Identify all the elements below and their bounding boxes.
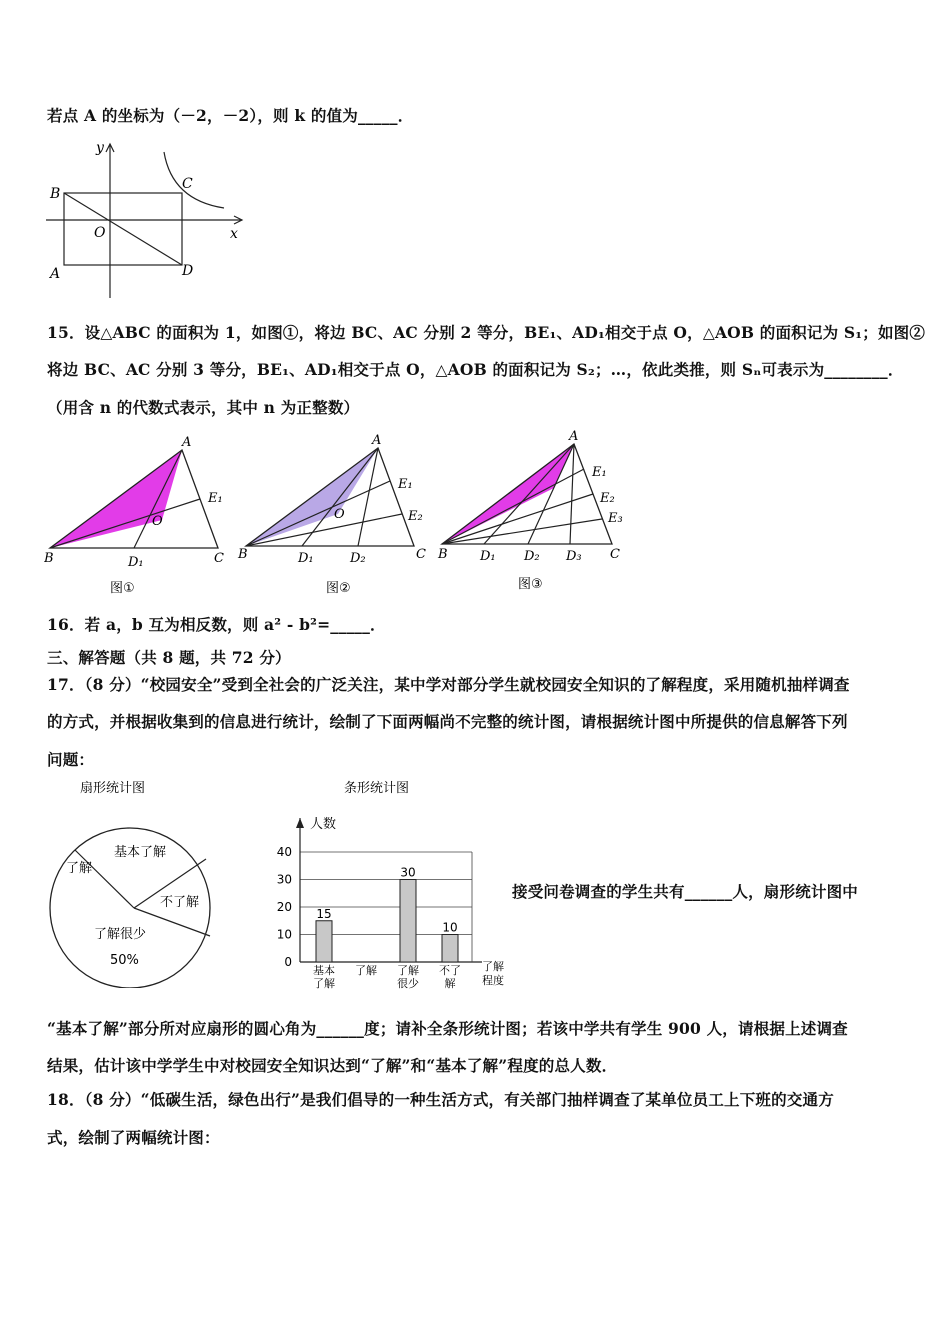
svg-text:E₁: E₁ xyxy=(398,477,413,492)
y-tick-label: 20 xyxy=(276,900,292,914)
bar-chart-xlabel-2: 程度 xyxy=(482,974,504,987)
bar-chart xyxy=(266,776,516,990)
bar-value-label: 10 xyxy=(442,920,458,935)
svg-text:A: A xyxy=(569,430,579,444)
triangle-figure-3 xyxy=(437,430,623,592)
q17-side-text: 接受问卷调查的学生共有______人，扇形统计图中 xyxy=(512,882,859,901)
svg-text:D₁: D₁ xyxy=(298,551,314,566)
q14-text: 若点 A 的坐标为（－2，－2），则 k 的值为_____． xyxy=(47,106,414,125)
y-axis-label: y xyxy=(96,140,104,156)
q15-line2: 将边 BC、AC 分别 3 等分，BE₁、AD₁相交于点 O，△AOB 的面积记为 S₂；…，依此类推，则 Sₙ可表示为________． xyxy=(47,360,904,379)
y-tick-label: 30 xyxy=(276,872,292,887)
pie-title: 扇形统计图 xyxy=(80,781,146,796)
svg-text:D₃: D₃ xyxy=(566,549,582,564)
origin-label: O xyxy=(94,225,106,241)
pie-pct-label: 50% xyxy=(110,953,139,968)
bar xyxy=(442,935,458,963)
svg-text:C: C xyxy=(610,547,620,562)
bar-value-label: 30 xyxy=(400,865,416,880)
pie-chart xyxy=(44,776,236,988)
svg-text:D₁: D₁ xyxy=(128,555,144,570)
svg-text:D₁: D₁ xyxy=(480,549,496,564)
q17-line3: 问题： xyxy=(47,750,95,769)
point-b-label: B xyxy=(50,186,61,202)
x-tick-label: 很少 xyxy=(397,977,419,990)
svg-text:D₂: D₂ xyxy=(524,549,540,564)
q17-line5: 结果，估计该中学学生中对校园安全知识达到“了解”和“基本了解”程度的总人数． xyxy=(47,1056,618,1075)
y-tick-label: 40 xyxy=(276,845,292,859)
svg-text:E₂: E₂ xyxy=(600,491,615,506)
svg-text:E₃: E₃ xyxy=(608,511,623,526)
svg-text:E₂: E₂ xyxy=(408,509,423,524)
q17-line1: 17．（8 分）“校园安全”受到全社会的广泛关注，某中学对部分学生就校园安全知识的了解程度，采用随机抽样调查 xyxy=(47,675,850,694)
bar-chart-ylabel: 人数 xyxy=(310,817,337,832)
caption-fig-3: 图③ xyxy=(518,577,543,592)
svg-text:A: A xyxy=(182,435,192,450)
bar-value-label: 15 xyxy=(316,906,332,921)
q15-figures xyxy=(44,430,628,598)
svg-text:O: O xyxy=(334,507,345,522)
caption-fig-1: 图① xyxy=(110,581,135,596)
q17-line2: 的方式，并根据收集到的信息进行统计，绘制了下面两幅尚不完整的统计图，请根据统计图中所提供的信息解答下列 xyxy=(47,712,848,731)
point-a-label: A xyxy=(50,266,61,282)
svg-text:D₂: D₂ xyxy=(350,551,366,566)
svg-text:B: B xyxy=(438,547,448,562)
q15-line3: （用含 n 的代数式表示，其中 n 为正整数） xyxy=(47,398,360,417)
x-tick-label: 解 xyxy=(444,977,456,990)
x-axis-label: x xyxy=(230,226,238,242)
q15-line1: 15．设△ABC 的面积为 1，如图①，将边 BC、AC 分别 2 等分，BE₁、AD₁相交于点 O，△AOB 的面积记为 S₁；如图② xyxy=(47,323,926,342)
svg-text:O: O xyxy=(152,514,163,529)
point-d-label: D xyxy=(182,263,194,279)
q18-line2: 式，绘制了两幅统计图： xyxy=(47,1128,220,1147)
q17-line4: “基本了解”部分所对应扇形的圆心角为______度；请补全条形统计图；若该中学共有学生 900 人，请根据上述调查 xyxy=(47,1019,848,1038)
q16-text: 16．若 a，b 互为相反数，则 a² - b²=_____． xyxy=(47,615,386,634)
y-tick-label: 0 xyxy=(284,955,292,969)
x-tick-label: 了解 xyxy=(313,977,335,990)
svg-text:B: B xyxy=(44,551,54,566)
section3-title: 三、解答题（共 8 题，共 72 分） xyxy=(47,648,291,667)
x-tick-label: 基本 xyxy=(313,964,335,977)
bar-chart-xlabel-1: 了解 xyxy=(482,960,504,973)
pie-label-know: 了解 xyxy=(66,861,93,876)
svg-text:C: C xyxy=(214,551,224,566)
y-axis-arrow xyxy=(296,818,304,828)
svg-text:A: A xyxy=(372,433,382,448)
svg-text:E₁: E₁ xyxy=(208,491,223,506)
svg-text:E₁: E₁ xyxy=(592,465,607,480)
pie-label-unknown: 不了解 xyxy=(160,895,200,910)
pie-label-little: 了解很少 xyxy=(94,927,147,942)
y-tick-label: 10 xyxy=(276,927,292,942)
svg-text:B: B xyxy=(238,547,248,562)
q18-line1: 18．（8 分）“低碳生活，绿色出行”是我们倡导的一种生活方式，有关部门抽样调查了某单位员工上下班的交通方 xyxy=(47,1090,834,1109)
x-tick-label: 不了 xyxy=(439,964,461,977)
pie-label-basic: 基本了解 xyxy=(114,845,167,860)
triangle-figure-1 xyxy=(44,435,224,596)
point-c-label: C xyxy=(182,176,193,192)
bar xyxy=(316,921,332,962)
x-tick-label: 了解 xyxy=(397,964,419,977)
svg-text:C: C xyxy=(416,547,426,562)
triangle-figure-2 xyxy=(237,433,426,596)
q14-figure xyxy=(44,138,244,300)
bar xyxy=(400,880,416,963)
x-tick-label: 了解 xyxy=(355,964,377,977)
bar-chart-title: 条形统计图 xyxy=(344,781,410,796)
caption-fig-2: 图② xyxy=(326,581,351,596)
